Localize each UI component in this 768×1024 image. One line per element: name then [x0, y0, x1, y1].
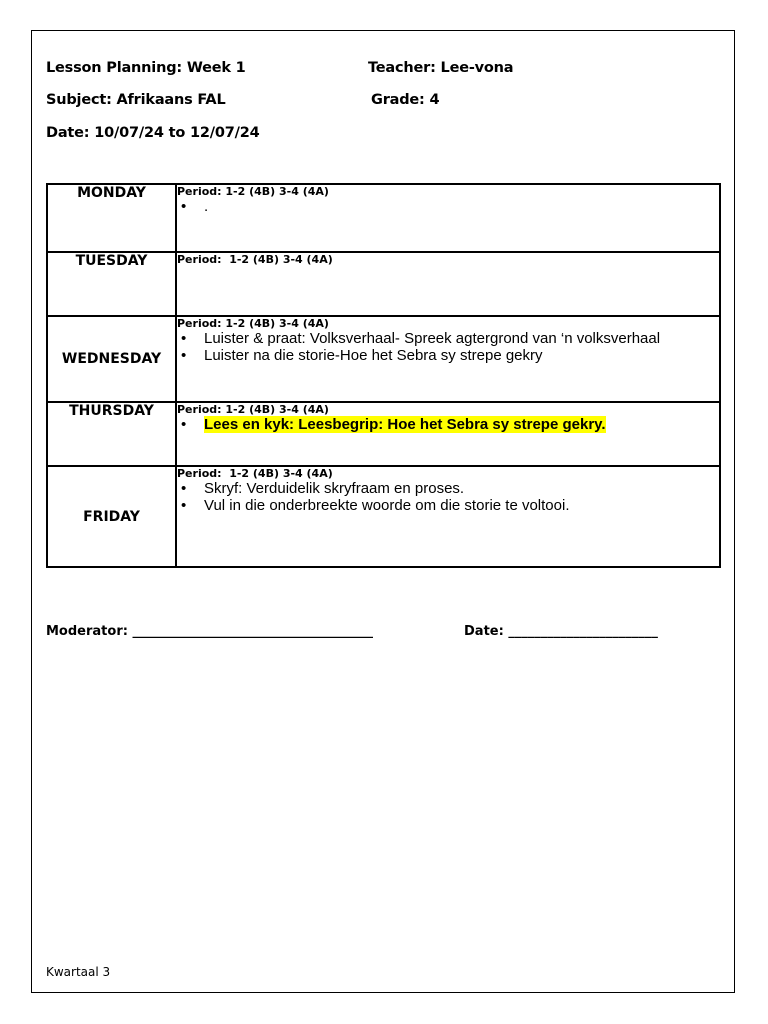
- day-label: THURSDAY: [69, 403, 154, 419]
- table-row-monday: [47, 184, 720, 252]
- item-list: [177, 480, 719, 514]
- table-row-wednesday: [47, 316, 720, 402]
- item-list: [177, 330, 719, 364]
- period-label: Period: 1-2 (4B) 3-4 (4A): [177, 317, 329, 330]
- period-label: Period: 1-2 (4B) 3-4 (4A): [177, 403, 329, 416]
- list-item: • Luister & praat: Volksverhaal- Spreek agtergrond van ‘n volksverhaal: [204, 330, 719, 347]
- period-label: Period: 1-2 (4B) 3-4 (4A): [177, 253, 333, 266]
- content-cell-wednesday: [176, 316, 720, 402]
- item-list: [177, 416, 719, 433]
- content-cell-thursday: [176, 402, 720, 466]
- content-cell-monday: [176, 184, 720, 252]
- day-label: TUESDAY: [75, 253, 148, 269]
- day-label: WEDNESDAY: [61, 351, 162, 367]
- day-cell-monday: [47, 184, 176, 252]
- list-item: [204, 416, 719, 433]
- day-cell-tuesday: [47, 252, 176, 316]
- day-cell-wednesday: [47, 316, 176, 402]
- grade-label: Grade: 4: [371, 92, 440, 108]
- moderator-signature-line: Moderator: _____________________________________: [46, 624, 373, 639]
- date-range-label: Date: 10/07/24 to 12/07/24: [46, 125, 260, 141]
- list-item: • Skryf: Verduidelik skryfraam en proses.: [204, 480, 719, 497]
- highlighted-text: Lees en kyk: Leesbegrip: Hoe het Sebra sy strepe gekry.: [204, 416, 606, 433]
- table-row-tuesday: [47, 252, 720, 316]
- day-label: FRIDAY: [83, 508, 140, 525]
- lesson-plan-table: [46, 183, 721, 568]
- period-label: Period: 1-2 (4B) 3-4 (4A): [177, 467, 333, 480]
- period-label: Period: 1-2 (4B) 3-4 (4A): [177, 185, 329, 198]
- lesson-planning-title: Lesson Planning: Week 1: [46, 60, 246, 76]
- list-item: • .: [204, 198, 719, 215]
- list-item: • Vul in die onderbreekte woorde om die storie te voltooi.: [204, 497, 719, 514]
- quarter-label: Kwartaal 3: [46, 965, 111, 979]
- content-cell-tuesday: [176, 252, 720, 316]
- item-list: [177, 198, 719, 215]
- list-item: • Luister na die storie-Hoe het Sebra sy strepe gekry: [204, 347, 719, 364]
- content-cell-friday: [176, 466, 720, 567]
- teacher-label: Teacher: Lee-vona: [368, 60, 514, 76]
- day-cell-friday: [47, 466, 176, 567]
- moderator-date-line: Date: _______________________: [464, 624, 658, 639]
- day-cell-thursday: [47, 402, 176, 466]
- table-row-thursday: [47, 402, 720, 466]
- subject-label: Subject: Afrikaans FAL: [46, 92, 226, 108]
- table-row-friday: [47, 466, 720, 567]
- day-label: MONDAY: [77, 185, 146, 201]
